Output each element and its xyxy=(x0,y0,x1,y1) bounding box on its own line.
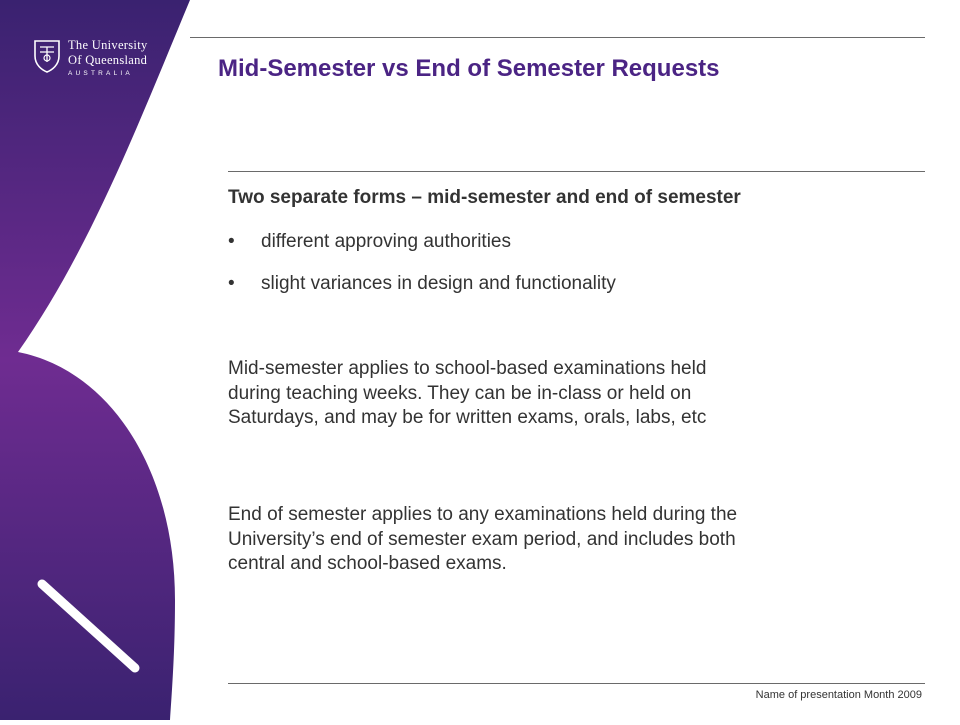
footer-text: Name of presentation Month 2009 xyxy=(755,689,922,701)
paragraph-mid-semester xyxy=(228,357,888,431)
crest-icon xyxy=(32,38,62,74)
logo-line-1: The University xyxy=(68,38,148,52)
paragraph-line: Mid-semester applies to school-based examinations held xyxy=(228,358,707,379)
sidebar-curve-shape xyxy=(0,0,190,720)
bullet-text: different approving authorities xyxy=(261,231,511,252)
top-divider xyxy=(190,37,925,38)
footer-divider xyxy=(228,683,925,684)
university-logo xyxy=(28,36,188,82)
subheading: Two separate forms – mid-semester and end of semester xyxy=(228,187,741,208)
bullet-dot: • xyxy=(228,231,235,252)
paragraph-line: during teaching weeks. They can be in-class or held on xyxy=(228,382,692,404)
logo-line-2: Of Queensland xyxy=(68,53,148,67)
slide-title: Mid-Semester vs End of Semester Requests xyxy=(218,55,720,82)
bullet-dot: • xyxy=(228,273,235,294)
paragraph-end-of-semester xyxy=(228,503,888,577)
paragraph-line: central and school-based exams. xyxy=(228,553,507,574)
content-divider xyxy=(228,171,925,172)
sidebar-graphic xyxy=(0,0,190,720)
paragraph-line: End of semester applies to any examinations held during the xyxy=(228,504,738,525)
paragraph-line: University’s end of semester exam period, and includes both xyxy=(228,528,736,550)
bullet-text: slight variances in design and functionality xyxy=(261,273,616,294)
paragraph-line: Saturdays, and may be for written exams, orals, labs, etc xyxy=(228,407,707,428)
logo-line-3: AUSTRALIA xyxy=(68,70,133,77)
